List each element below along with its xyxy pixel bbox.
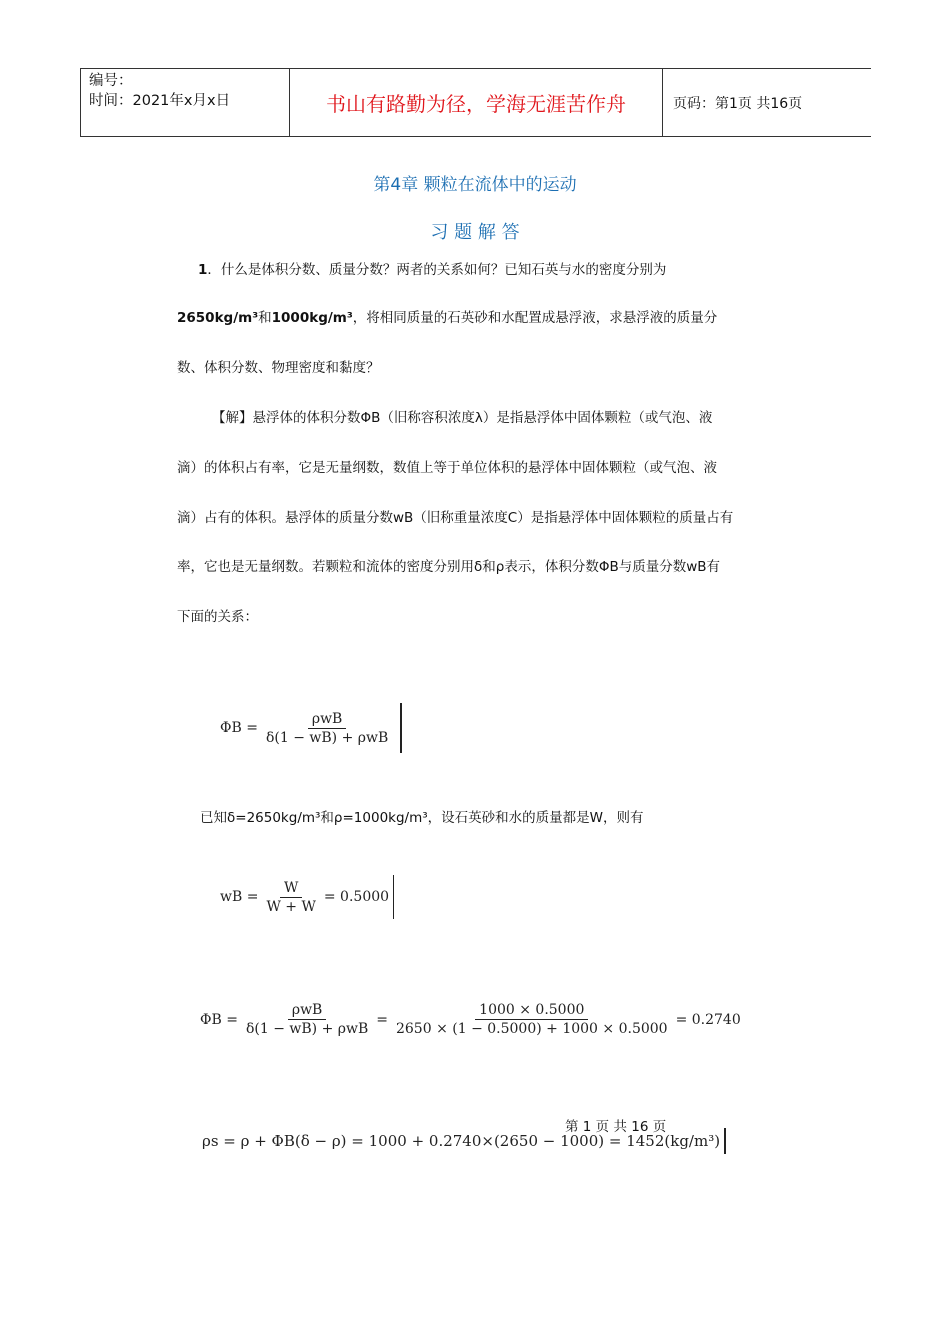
eq1-denominator: δ(1 − wB) + ρwB (265, 729, 389, 746)
eq1-fraction (262, 711, 392, 746)
date-label: 时间：2021年x月x日 (89, 93, 231, 109)
question-text-1: ．什么是体积分数、质量分数？两者的关系如何？已知石英与水的密度分别为 (207, 262, 667, 278)
equation-4 (202, 1128, 726, 1154)
eq4-bar (724, 1128, 726, 1154)
eq3-fraction-2 (392, 1002, 672, 1037)
density-water: 1000kg/m³ (271, 310, 353, 326)
eq2-fraction (262, 880, 319, 915)
answer-line-5: 下面的关系： (177, 609, 258, 625)
eq3-equals: = (376, 1011, 388, 1028)
eq1-numerator: ρwB (308, 711, 347, 729)
question-line-2 (177, 306, 717, 326)
equation-2 (220, 875, 394, 919)
eq2-lhs: wB = (220, 889, 259, 905)
answer-line-2: 滴）的体积占有率，它是无量纲数，数值上等于单位体积的悬浮体中固体颗粒（或气泡、液 (177, 460, 717, 476)
and-word: 和 (258, 310, 272, 326)
answer-line-3: 滴）占有的体积。悬浮体的质量分数wB（旧称重量浓度C）是指悬浮体中固体颗粒的质量占有 (177, 510, 734, 526)
eq2-bar (393, 875, 394, 919)
eq3-denominator-1: δ(1 − wB) + ρwB (245, 1021, 369, 1037)
question-line-3: 数、体积分数、物理密度和黏度？ (177, 360, 380, 376)
header-table (80, 68, 871, 137)
eq2-numerator: W (280, 880, 302, 898)
eq3-denominator-2: 2650 × (1 − 0.5000) + 1000 × 0.5000 (395, 1021, 668, 1037)
number-label: 编号： (89, 73, 133, 89)
eq3-numerator-2: 1000 × 0.5000 (475, 1002, 588, 1020)
eq2-rhs: = 0.5000 (323, 889, 390, 905)
eq2-denominator: W + W (266, 898, 316, 915)
eq3-numerator-1: ρwB (288, 1002, 327, 1020)
answer-line-4: 率，它也是无量纲数。若颗粒和流体的密度分别用δ和ρ表示，体积分数ΦB与质量分数wB有 (177, 559, 721, 575)
answer-line-1: 【解】悬浮体的体积分数ΦB（旧称容积浓度λ）是指悬浮体中固体颗粒（或气泡、液 (212, 410, 713, 426)
question-number: 1 (198, 262, 208, 278)
equation-1 (220, 703, 402, 753)
given-line: 已知δ=2650kg/m³和ρ=1000kg/m³，设石英砂和水的质量都是W，则有 (200, 810, 644, 826)
motto: 书山有路勤为径，学海无涯苦作舟 (290, 69, 663, 136)
question-text-2: ，将相同质量的石英砂和水配置成悬浮液，求悬浮液的质量分 (352, 310, 718, 326)
question-line-1 (198, 258, 666, 278)
equation-3 (200, 1002, 741, 1037)
eq3-lhs: ΦB = (200, 1011, 238, 1028)
eq3-fraction-1 (242, 1002, 372, 1037)
density-quartz: 2650kg/m³ (177, 310, 259, 326)
eq4-text: ρs = ρ + ΦB(δ − ρ) = 1000 + 0.2740×(2650 − 1000) = 1452(kg/m³) (202, 1132, 721, 1150)
header-meta-cell (81, 69, 290, 136)
eq3-rhs: = 0.2740 (675, 1011, 741, 1028)
page-code: 页码：第1页 共16页 (673, 95, 803, 112)
eq1-bar (400, 703, 402, 753)
page-footer: 第 1 页 共 16 页 (565, 1119, 667, 1135)
section-title: 习 题 解 答 (430, 222, 520, 243)
eq1-lhs: ΦB = (220, 720, 258, 736)
chapter-title: 第4章 颗粒在流体中的运动 (373, 175, 577, 195)
